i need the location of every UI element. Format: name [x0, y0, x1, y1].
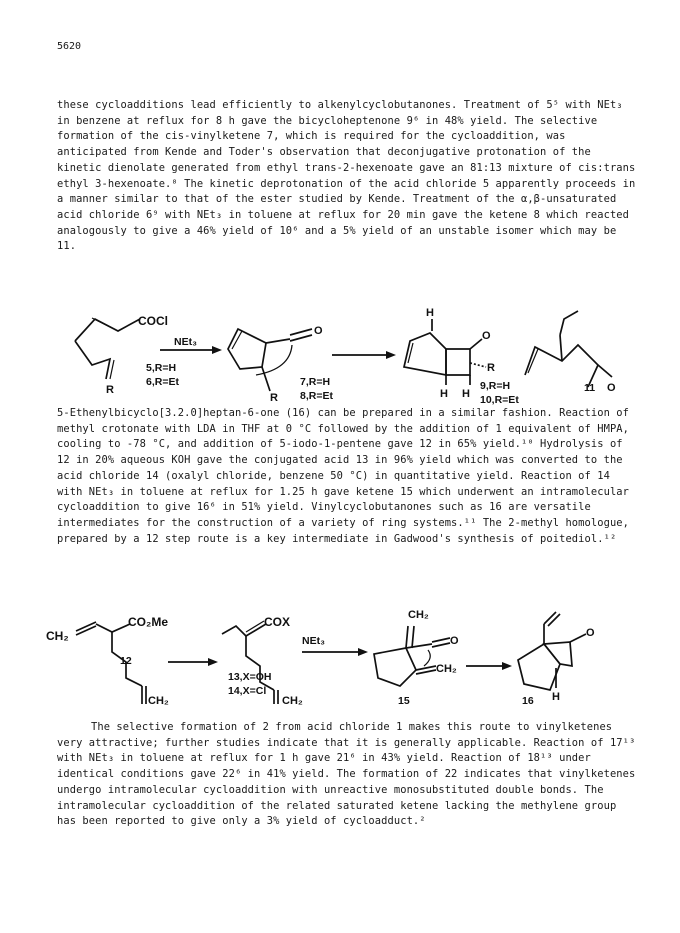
prod-h-left: H [440, 388, 448, 400]
acid-label-14: 14,X=Cl [228, 685, 267, 697]
compound-5-6-structure [75, 314, 222, 396]
prod-label-10: 10,R=Et [480, 394, 519, 406]
ketene15-o: O [450, 635, 459, 647]
scheme-2 [0, 604, 680, 710]
paragraph-3 [57, 720, 637, 830]
ketene-15-structure [374, 609, 512, 707]
c12-ch2-top: CH₂ [46, 629, 69, 643]
c12-ch2-bottom: CH₂ [148, 695, 169, 707]
ketene-ch2-right: CH₂ [436, 663, 457, 675]
paragraph-3-text: The selective formation of 2 from acid chloride 1 makes this route to vinylketenes very attractive; further studies indicate that it is generally applicable. Reaction of 17¹³ with NEt₃ in toluene at reflux for 1 h gave 21⁶ in 43% yield. Reaction of 18¹³ under identical conditions gave 22⁶ in 41% yield. The formation of 22 indicates that vinylketenes undergo intramolecular cycloaddition with unreactive monosubstituted double bonds. The intramolecular cycloaddition of the related saturated ketene lacking the methylene group has been reported to give only a 3% yield of cycloadduct.² [57, 721, 636, 828]
sm-label-5: 5,R=H [146, 362, 177, 374]
ketene-7-8-structure [228, 325, 396, 404]
paragraph-2: 5-Ethenylbicyclo[3.2.0]heptan-6-one (16) can be prepared in a similar fashion. Reaction of methyl crotonate with LDA in THF at 0 °C followed by the addition of 1 equivalent of HMPA, cooling to -78 °C, and addition of 5-iodo-1-pentene gave 12 in 65% yield.¹⁰ Hydrolysis of 12 in 20% aqueous KOH gave the conjugated acid 13 in 96% yield which was converted to the acid chloride 14 (oxalyl chloride, benzene 50 °C) in quantitative yield. Reaction of 14 with NEt₃ in toluene at reflux for 1.25 h gave ketene 15 which underwent an intramolecular cycloaddition to give 16⁶ in 51% yield. Vinylcyclobutanones such as 16 are versatile intermediates for the construction of a variety of ring systems.¹¹ The 2-methyl homologue, prepared by a 12 step route is a key intermediate in Gadwood's synthesis of poitediol.¹² [57, 407, 630, 545]
paragraph-1: these cycloadditions lead efficiently to alkenylcyclobutanones. Treatment of 5⁵ with NEt₃ in benzene at reflux for 8 h gave the bicycloheptenone 9⁶ in 48% yield. The selective formation of the cis-vinylketene 7, which is required for the cycloaddition, was anticipated from Kende and Toder's observation that deconjugative protonation of the kinetic dienolate generated from ethyl trans-2-hexenoate gave an 81:13 mixture of cis:trans ethyl 3-hexenoate.⁸ The kinetic deprotonation of the acid chloride 5 apparently proceeds in a manner similar to that of the ester studied by Kende. Treatment of the α,β-unsaturated acid chloride 6⁹ with NEt₃ in toluene at reflux for 20 min gave the ketene 8 which reacted analogously to give a 46% yield of 10⁶ and a 5% yield of an unstable isomer which may be 11. [57, 99, 636, 253]
sm-r: R [106, 384, 114, 396]
prod-label-9: 9,R=H [480, 380, 511, 392]
page-number: 5620 [57, 41, 82, 52]
ketene-label-8: 8,R=Et [300, 390, 333, 402]
prod-h-right: H [462, 388, 470, 400]
prod-h-top: H [426, 307, 434, 319]
scheme-1 [0, 305, 680, 407]
ketene-r: R [270, 392, 278, 404]
prod16-label: 16 [522, 695, 534, 707]
ketene-o: O [314, 325, 323, 337]
c12-group: CO₂Me [128, 615, 169, 629]
product16-o: O [586, 627, 595, 639]
sm-label-6: 6,R=Et [146, 376, 179, 388]
acid-ch2: CH₂ [282, 695, 303, 707]
product-16-structure [518, 612, 595, 707]
product-o: O [482, 330, 491, 342]
compound-12-structure [46, 615, 218, 707]
ketene-label: 15 [398, 695, 410, 707]
prod-r: R [487, 362, 495, 374]
acid-label-13: 13,X=OH [228, 671, 272, 683]
isomer-o: O [607, 382, 616, 394]
c12-label: 12 [120, 655, 132, 667]
ketene-label-7: 7,R=H [300, 376, 331, 388]
compound-13-14-structure [222, 615, 368, 707]
sm-group: COCl [138, 314, 168, 328]
acid-group: COX [264, 615, 291, 629]
ketene-ch2-top: CH₂ [408, 609, 429, 621]
isomer-11-structure [525, 311, 616, 394]
product-9-10-structure [404, 307, 519, 406]
prod16-h: H [552, 691, 560, 703]
isomer-label: 11 [584, 382, 596, 394]
reagent-1: NEt₃ [174, 336, 197, 348]
reagent-2: NEt₃ [302, 635, 325, 647]
